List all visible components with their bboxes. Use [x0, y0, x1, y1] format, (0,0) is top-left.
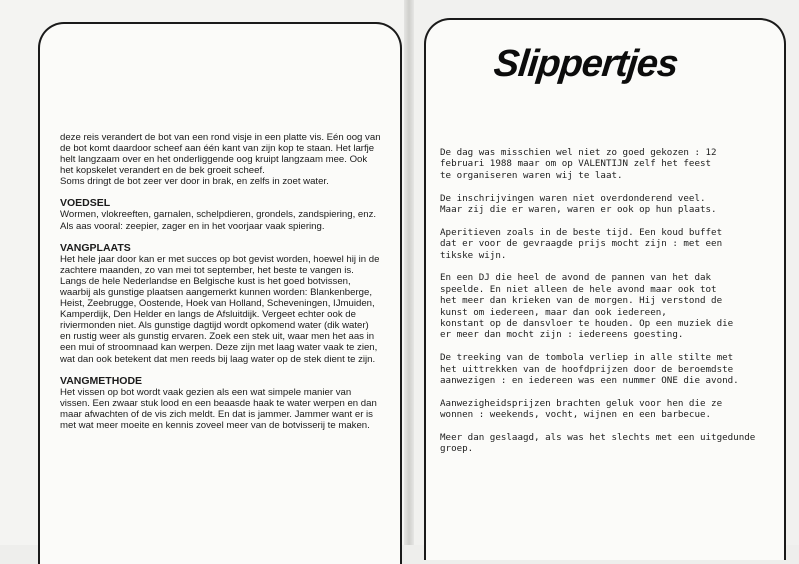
section-text-voedsel: Wormen, vlokreeften, garnalen, schelpdieren, grondels, zandspiering, enz. Als aas vooral: zeepier, zager en in het voorjaar vaak spiering. — [60, 209, 377, 232]
intro-paragraph: deze reis verandert de bot van een rond visje in een platte vis. Eén oog van de bot komt daardoor scheef aan één kant van zijn kop te staan. Het larfje helt langzaam over en het onderliggende oog kruipt langzaam mee. Ook het kopskelet verandert en de bek groeit scheef. Soms dringt de bot zeer ver door in brak, en zelfs in zoet water. — [60, 132, 381, 188]
paragraph-7: Meer dan geslaagd, als was het slechts met een uitgedunde groep. — [440, 432, 756, 455]
paragraph-1: De dag was misschien wel niet zo goed gekozen : 12 februari 1988 maar om op VALENTIJN zelf het feest te organiseren waren wij te laat. — [440, 147, 717, 181]
right-article — [440, 147, 780, 466]
section-text-vangplaats: Het hele jaar door kan er met succes op bot gevist worden, hoewel hij in de zachtere maanden, zo van mei tot september, het beste te vangen is. Langs de hele Nederlandse en Belgische kust is het goed botvissen, waarbij als gunstige plaatsen aangemerkt kunnen worden: Blankenberge, Heist, Zeebrugge, Oostende, Hoek van Holland, Scheveningen, IJmuiden, Kamperdijk, Den Helder en langs de Afsluitdijk. Vergeet echter ook de riviermonden niet. Als gunstige dagtijd wordt opkomend water (dik water) en rustig weer als gunstig ervaren. Zoek een stek uit, waar men het aas in een mui of stroomnaad kan werpen. Deze zijn met laag water vaak te zien, wat dan ook betekent dat men reeds bij laag water op de stek dient te zijn. — [60, 253, 380, 365]
paragraph-4: En een DJ die heel de avond de pannen van het dak speelde. En niet alleen de hele avond maar ook tot het meer dan krieken van de morgen. Hij verstond de kunst om iedereen, maar dan ook iedereen, konstant op de dansvloer te houden. Op een muziek die er meer dan mocht zijn : iedereens goesting. — [440, 272, 734, 341]
section-text-vangmethode: Het vissen op bot wordt vaak gezien als een wat simpele manier van vissen. Een zwaar stuk lood en een beaasde haak te water werpen en dan maar afwachten of de vis zich meldt. En dat is jammer. Jammer want er is met wat meer moeite en kennis zoveel meer van de botvisserij te maken. — [60, 386, 377, 431]
paragraph-5: De treeking van de tombola verliep in alle stilte met het uittrekken van de hoofdprijzen door de beroemdste aanwezigen : en iedereen was een nummer ONE die avond. — [440, 352, 739, 387]
page-gutter — [404, 0, 414, 545]
article-title: Slippertjes — [491, 43, 680, 85]
section-heading-voedsel: VOEDSEL — [60, 197, 111, 210]
paragraph-2: De inschrijvingen waren niet overdonderend veel. Maar zij die er waren, waren er ook op hun plaats. — [440, 192, 717, 216]
left-article — [60, 132, 382, 431]
paragraph-3: Aperitieven zoals in de beste tijd. Een koud buffet dat er voor de gevraagde prijs mocht zijn : met een tikske wijn. — [440, 226, 723, 261]
section-heading-vangmethode: VANGMETHODE — [60, 374, 143, 387]
paragraph-6: Aanwezigheidsprijzen brachten geluk voor hen die ze wonnen : weekends, vocht, wijnen en een barbecue. — [440, 397, 723, 421]
section-heading-vangplaats: VANGPLAATS — [60, 241, 131, 254]
